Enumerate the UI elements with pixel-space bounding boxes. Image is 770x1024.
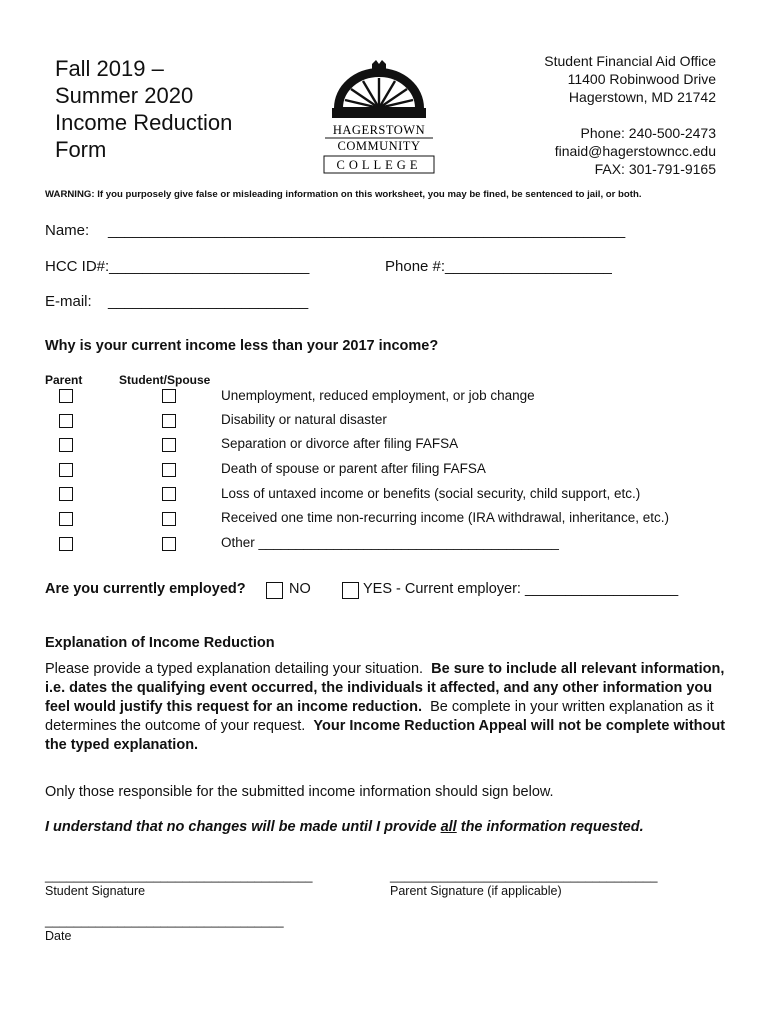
- title-line: Income Reduction: [55, 110, 233, 135]
- office-name: Student Financial Aid Office: [544, 53, 716, 69]
- email-address[interactable]: finaid@hagerstowncc.edu: [554, 143, 716, 159]
- parent-checkbox[interactable]: [59, 512, 73, 526]
- parent-checkbox[interactable]: [59, 414, 73, 428]
- sign-note: Only those responsible for the submitted income information should sign below.: [45, 784, 554, 800]
- office-contact: [544, 52, 716, 178]
- student-checkbox[interactable]: [162, 463, 176, 477]
- student-checkbox[interactable]: [162, 537, 176, 551]
- student-signature-line[interactable]: _____________________________________: [45, 868, 313, 883]
- form-title: [55, 55, 232, 163]
- parent-signature-label: Parent Signature (if applicable): [390, 884, 562, 898]
- student-column-header: Student/Spouse: [119, 373, 211, 387]
- explanation-text: Be complete in your written explanation as it determines the outcome of your request.: [45, 699, 714, 734]
- hcc-id-field[interactable]: HCC ID#:________________________: [45, 258, 310, 275]
- phone-field[interactable]: Phone #:____________________: [385, 258, 612, 275]
- explanation-bold-text: Your Income Reduction Appeal will not be complete without the typed explanation.: [45, 718, 726, 753]
- title-line: Fall 2019 –: [55, 56, 164, 81]
- college-logo: [320, 58, 438, 178]
- date-label: Date: [45, 929, 72, 943]
- address-line: Hagerstown, MD 21742: [568, 89, 716, 105]
- email-label: E-mail:: [45, 293, 92, 310]
- reason-label: Separation or divorce after filing FAFSA: [221, 436, 459, 451]
- explanation-bold-text: Be sure to include all relevant information, i.e. dates the qualifying event occurred, the individuals it affected, and any other information you feel would justify this request for an income reduction.: [45, 661, 725, 715]
- reason-label: Unemployment, reduced employment, or job change: [221, 388, 535, 403]
- understand-text: the information requested.: [460, 819, 644, 835]
- address-line: 11400 Robinwood Drive: [567, 71, 716, 87]
- student-checkbox[interactable]: [162, 512, 176, 526]
- warning-text: WARNING: If you purposely give false or misleading information on this worksheet, you may be fined, be sentenced to jail, or both.: [45, 189, 642, 200]
- name-label: Name:: [45, 222, 90, 239]
- employed-no-label: NO: [289, 581, 311, 597]
- logo-word-2: COMMUNITY: [337, 139, 421, 153]
- email-field[interactable]: ________________________: [108, 293, 309, 310]
- reason-label: Loss of untaxed income or benefits (social security, child support, etc.): [221, 486, 641, 501]
- logo-word-3: COLLEGE: [336, 158, 422, 172]
- title-line: Form: [55, 137, 107, 162]
- parent-checkbox[interactable]: [59, 463, 73, 477]
- understand-text: I understand that no changes will be made until I provide: [45, 819, 437, 835]
- student-signature-label: Student Signature: [45, 884, 146, 898]
- date-line[interactable]: _________________________________: [45, 913, 284, 928]
- understand-statement: [45, 819, 644, 835]
- parent-signature-line[interactable]: _____________________________________: [390, 868, 658, 883]
- college-logo-emblem: [320, 58, 438, 178]
- reason-label-other[interactable]: Other ________________________________________: [221, 535, 559, 550]
- fax-number: FAX: 301-791-9165: [594, 161, 716, 177]
- parent-checkbox[interactable]: [59, 389, 73, 403]
- title-line: Summer 2020: [55, 83, 194, 108]
- explanation-paragraph: [45, 660, 735, 755]
- income-question: Why is your current income less than your 2017 income?: [45, 338, 439, 354]
- student-checkbox[interactable]: [162, 487, 176, 501]
- parent-checkbox[interactable]: [59, 487, 73, 501]
- understand-underlined: all: [440, 819, 457, 835]
- employer-field[interactable]: YES - Current employer: ___________________: [363, 581, 679, 597]
- reason-label: Disability or natural disaster: [221, 412, 387, 427]
- reason-label: Received one time non-recurring income (IRA withdrawal, inheritance, etc.): [221, 510, 669, 525]
- parent-checkbox[interactable]: [59, 438, 73, 452]
- employment-question: Are you currently employed?: [45, 581, 246, 597]
- employed-no-checkbox[interactable]: [266, 582, 283, 599]
- explanation-text: Please provide a typed explanation detailing your situation.: [45, 661, 424, 677]
- parent-checkbox[interactable]: [59, 537, 73, 551]
- reason-label: Death of spouse or parent after filing FAFSA: [221, 461, 486, 476]
- explanation-heading: Explanation of Income Reduction: [45, 635, 275, 651]
- student-checkbox[interactable]: [162, 438, 176, 452]
- parent-column-header: Parent: [45, 373, 83, 387]
- name-field[interactable]: ______________________________________________________________: [108, 222, 626, 239]
- student-checkbox[interactable]: [162, 414, 176, 428]
- logo-word-1: HAGERSTOWN: [332, 123, 426, 137]
- student-checkbox[interactable]: [162, 389, 176, 403]
- phone-number: Phone: 240-500-2473: [580, 125, 716, 141]
- employed-yes-checkbox[interactable]: [342, 582, 359, 599]
